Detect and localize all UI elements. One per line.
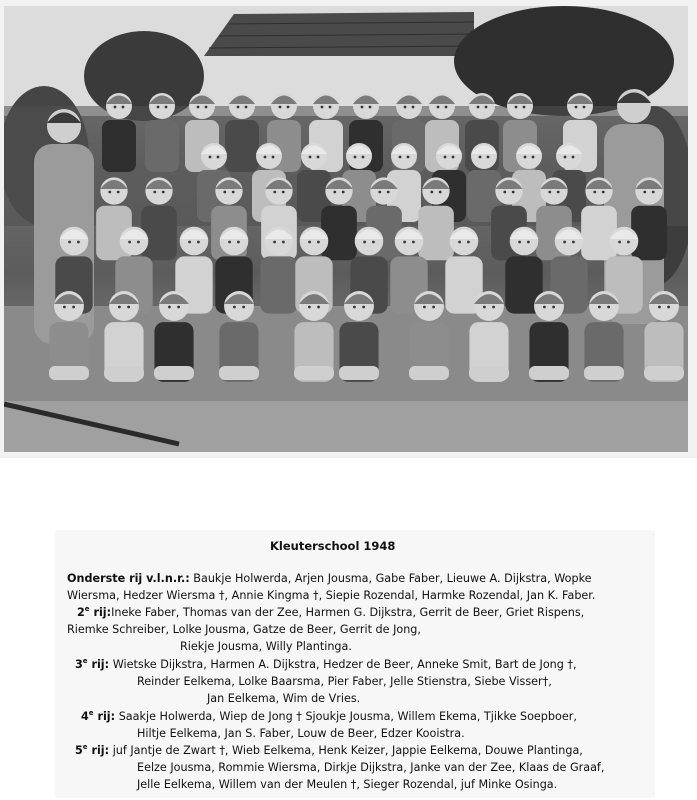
row-1-text-2: Wiersma, Hedzer Wiersma †, Annie Kingma †, Siepie Rozendal, Harmke Rozendal, Jan K. Faber.	[67, 589, 596, 602]
row-2-text-2: Riemke Schreiber, Lolke Jousma, Gatze de Beer, Gerrit de Jong,	[67, 623, 421, 636]
row-1-line-1	[67, 570, 592, 587]
row-3-line-2	[137, 673, 552, 690]
row-3-line-3	[207, 690, 360, 707]
row-5-label: 5e rij:	[75, 743, 110, 757]
caption-title: Kleuterschool 1948	[270, 539, 396, 553]
class-photo	[4, 6, 688, 452]
caption-card	[55, 530, 655, 798]
row-3-text-1: Wietske Dijkstra, Harmen A. Dijkstra, Hedzer de Beer, Anneke Smit, Bart de Jong †,	[112, 658, 577, 671]
row-4-label: 4e rij:	[81, 709, 116, 723]
row-2-line-3	[180, 638, 352, 655]
row-3-label: 3e rij:	[75, 657, 110, 671]
row-5-line-1	[75, 742, 583, 759]
row-4-text-2: Hiltje Eelkema, Jan S. Faber, Louw de Beer, Edzer Kooistra.	[137, 727, 465, 740]
row-4-text-1: Saakje Holwerda, Wiep de Jong † Sjoukje Jousma, Willem Ekema, Tjikke Soepboer,	[118, 710, 577, 723]
row-5-text-2: Eelze Jousma, Rommie Wiersma, Dirkje Dijkstra, Janke van der Zee, Klaas de Graaf,	[137, 761, 605, 774]
row-5-line-2	[137, 759, 604, 776]
row-1-text-1: Baukje Holwerda, Arjen Jousma, Gabe Faber, Lieuwe A. Dijkstra, Wopke	[193, 572, 592, 585]
row-5-text-1: juf Jantje de Zwart †, Wieb Eelkema, Henk Keizer, Jappie Eelkema, Douwe Plantinga,	[112, 744, 583, 757]
row-4-line-2	[137, 725, 465, 742]
row-4-line-1	[81, 708, 577, 725]
row-3-text-3: Jan Eelkema, Wim de Vries.	[207, 692, 361, 705]
row-2-line-2	[67, 621, 421, 638]
row-3-text-2: Reinder Eelkema, Lolke Baarsma, Pier Faber, Jelle Stienstra, Siebe Visser†,	[137, 675, 552, 688]
row-2-text-1: Ineke Faber, Thomas van der Zee, Harmen G. Dijkstra, Gerrit de Beer, Griet Rispens,	[111, 606, 585, 619]
row-2-text-3: Riekje Jousma, Willy Plantinga.	[180, 640, 352, 653]
row-2-label: 2e rij:	[77, 605, 112, 619]
row-5-text-3: Jelle Eelkema, Willem van der Meulen †, Sieger Rozendal, juf Minke Osinga.	[137, 778, 558, 791]
class-photo-illustration	[4, 6, 688, 452]
row-5-line-3	[137, 776, 557, 793]
row-2-line-1	[77, 604, 584, 621]
row-1-line-2	[67, 587, 595, 604]
row-1-label: Onderste rij v.l.n.r.:	[67, 572, 190, 585]
row-3-line-1	[75, 656, 577, 673]
